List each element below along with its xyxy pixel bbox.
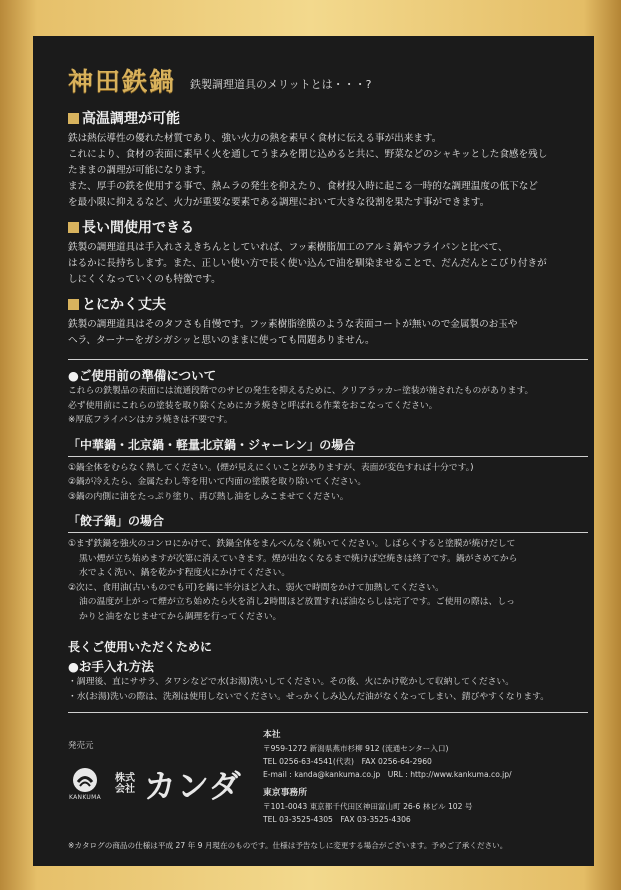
section-body-long-life <box>68 240 564 288</box>
care-title: 長くご使用いただくために <box>68 640 213 654</box>
body-line: 鉄製の調理道具はそのタフさも自慢です。フッ素樹脂塗膜のような表面コートが無いので金属製のお玉や <box>68 319 518 330</box>
body-line: ヘラ、ターナーをガシガシッと思いのままに使っても問題ありません。 <box>68 335 375 346</box>
tokyo-tel: TEL 03-3525-4305 FAX 03-3525-4306 <box>263 815 411 824</box>
square-bullet-icon <box>68 299 79 310</box>
section-title-text: 高温調理が可能 <box>82 111 180 127</box>
company-name: カンダ <box>144 767 242 805</box>
body-line: これにより、食材の表面に素早く火を通してうまみを閉じ込めると共に、野菜などのシャキッとした食感を残し <box>68 149 548 160</box>
prep-line: 必ず使用前にこれらの塗装を取り除くためにカラ焼きと呼ばれる作業をおこなってください。 <box>68 400 438 411</box>
prep-title: ●ご使用前の準備について <box>68 368 217 383</box>
hq-address: 〒959-1272 新潟県燕市杉柳 912 (流通センター入口) <box>263 744 449 753</box>
prep-body <box>68 384 564 428</box>
kankuma-logo-icon <box>72 767 98 793</box>
prep-line: ※厚底フライパンはカラ焼きは不要です。 <box>68 415 233 425</box>
seller-label: 発売元 <box>68 741 94 751</box>
corp-label-line: 株式 <box>115 773 135 784</box>
section-body-high-temp <box>68 131 564 211</box>
spec-notice: ※カタログの商品の仕様は平成 27 年 9 月現在のものです。仕様は予告なしに変更する場合がございます。予めご了承ください。 <box>68 841 508 850</box>
divider <box>68 359 588 360</box>
body-line: はるかに長持ちします。また、正しい使い方で長く使い込んで油を馴染ませることで、だんだんとこびり付きが <box>68 258 547 269</box>
corp-label-line: 会社 <box>115 784 135 795</box>
catalog-page <box>33 36 594 866</box>
page-tagline: 鉄製調理道具のメリットとは・・・? <box>190 78 372 91</box>
gyoza-pan-steps <box>68 537 564 624</box>
gyoza-pan-title: 「餃子鍋」の場合 <box>68 514 165 528</box>
section-title-durable <box>68 294 564 314</box>
divider <box>68 712 588 713</box>
mark-caption: KANKUMA <box>69 794 101 801</box>
body-line: 鉄製の調理道具は手入れさえきちんとしていれば、フッ素樹脂加工のアルミ鍋やフライパンと比べて、 <box>68 242 508 253</box>
body-line: 鉄は熱伝導性の優れた材質であり、強い火力の熱を素早く食材に伝える事が出来ます。 <box>68 133 442 144</box>
company-footer <box>68 729 564 826</box>
step-row: ③鍋の内側に油をたっぷり塗り、再び熱し油をしみこませてください。 <box>68 491 349 502</box>
section-title-long-life <box>68 217 564 237</box>
step-row: ①まず鉄鍋を強火のコンロにかけて、鉄鍋全体をまんべんなく焼いてください。しばらくすると塗膜が焼けだして <box>68 539 516 549</box>
body-line: たままの調理が可能になります。 <box>68 165 212 176</box>
section-title-text: 長い間使用できる <box>82 220 194 236</box>
kankuma-mark <box>68 767 102 801</box>
step-row: ②鍋が冷えたら、金属たわし等を用いて内面の塗膜を取り除いてください。 <box>68 477 367 487</box>
seller-block <box>68 729 263 826</box>
step-row: 水でよく洗い、鍋を乾かす程度火にかけてください。 <box>79 568 291 578</box>
hq-tel: TEL 0256-63-4541(代表) FAX 0256-64-2960 <box>263 757 432 766</box>
section-body-durable <box>68 317 564 349</box>
body-line: しにくくなっていくのも特徴です。 <box>68 274 221 285</box>
section-title-high-temp <box>68 108 564 128</box>
square-bullet-icon <box>68 222 79 233</box>
hq-title: 本社 <box>263 730 281 740</box>
prep-line: これらの鉄製品の表面には流通段階でのサビの発生を抑えるために、クリアラッカー塗装が施されたものがあります。 <box>68 386 534 396</box>
tokyo-title: 東京事務所 <box>263 788 307 798</box>
chinese-wok-steps <box>68 461 564 505</box>
divider <box>68 532 588 533</box>
care-line: ・調理後、直にササラ、タワシなどで水(お湯)洗いしてください。その後、火にかけ乾かして収納してください。 <box>68 677 515 687</box>
section-title-text: とにかく丈夫 <box>82 297 166 313</box>
care-method-title: ●お手入れ方法 <box>68 659 154 674</box>
step-row: かりと油をなじませてから調理を行ってください。 <box>79 611 282 622</box>
step-row: ①鍋全体をむらなく熱してください。(煙が見えにくいことがありますが、表面が変色すれば十分です。) <box>68 462 474 473</box>
body-line: また、厚手の鉄を使用する事で、熱ムラの発生を抑えたり、食材投入時に起こる一時的な調理温度の低下など <box>68 181 538 192</box>
step-row: 黒い煙が立ち始めますが次第に消えていきます。煙が出なくなるまで焼けば空焼きは終了です。鍋がさめてから <box>79 553 518 564</box>
step-row: 油の温度が上がって煙が立ち始めたら火を消し2時間ほど放置すれば油ならしは完了です。ご使用の際は、しっ <box>79 597 515 607</box>
step-row: ②次に、食用油(古いものでも可)を鍋に半分ほど入れ、弱火で時間をかけて加熱してください。 <box>68 582 444 593</box>
square-bullet-icon <box>68 113 79 124</box>
page-header <box>68 58 564 98</box>
care-body <box>68 675 564 704</box>
body-line: を最小限に抑えるなど、火力が重要な要素である調理において大きな役割を果たす事ができます。 <box>68 197 490 208</box>
care-line: ・水(お湯)洗いの際は、洗剤は使用しないでください。せっかくしみ込んだ油がなくなってしまい、錆びやすくなります。 <box>68 691 550 702</box>
hq-web: E-mail : kanda@kankuma.co.jp URL : http://www.kankuma.co.jp/ <box>263 770 512 779</box>
company-brand <box>68 761 263 807</box>
tokyo-address: 〒101-0043 東京都千代田区神田富山町 26-6 林ビル 102 号 <box>263 802 473 811</box>
divider <box>68 456 588 457</box>
corp-label <box>110 773 140 795</box>
office-info <box>263 729 512 826</box>
brand-logo: 神田鉄鍋 <box>68 67 177 96</box>
chinese-wok-title: 「中華鍋・北京鍋・軽量北京鍋・ジャーレン」の場合 <box>68 437 356 452</box>
